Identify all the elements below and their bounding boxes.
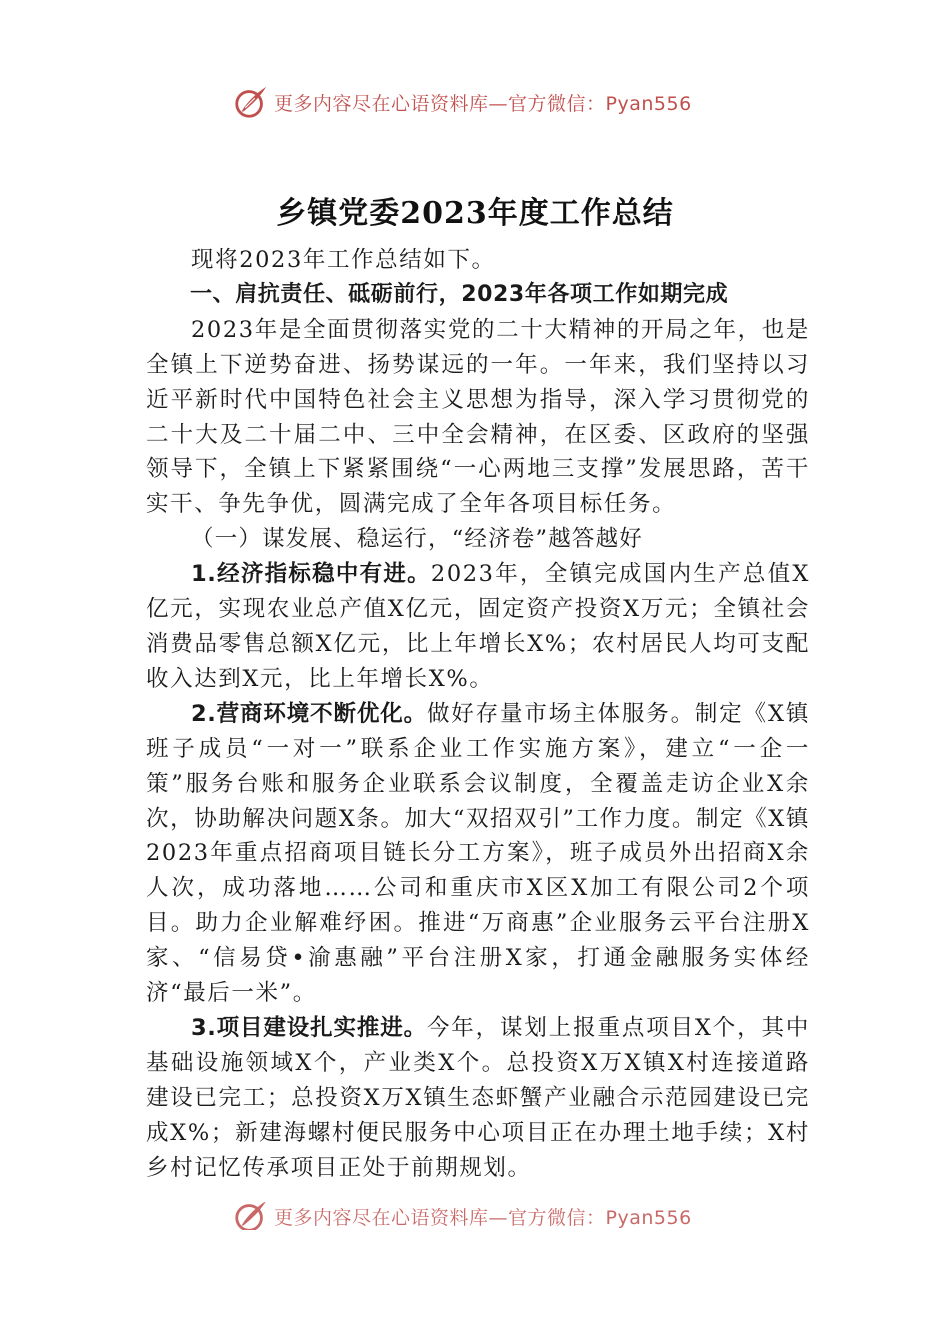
item1-paragraph xyxy=(146,557,810,697)
intro-paragraph: 现将2023年工作总结如下。 xyxy=(191,247,496,273)
watermark-text-bottom: 更多内容尽在心语资料库—官方微信：Pyan556 xyxy=(274,1206,692,1229)
item1-text: 2023年，全镇完成国内生产总值X亿元，实现农业总产值X亿元，固定资产投资X万元；全镇社会消费品零售总额X亿元，比上年增长X%；农村居民人均可支配收入达到X元，比上年增长X%。 xyxy=(146,561,810,692)
watermark-banner-bottom xyxy=(232,1202,692,1230)
document-body xyxy=(146,243,810,1185)
watermark-banner-top xyxy=(232,82,692,122)
item2-lead: 2.营商环境不断优化。 xyxy=(191,700,427,727)
quill-logo-icon xyxy=(232,1202,270,1230)
quill-logo-icon xyxy=(232,83,270,121)
item3-lead: 3.项目建设扎实推进。 xyxy=(191,1014,427,1041)
section1-paragraph: 2023年是全面贯彻落实党的二十大精神的开局之年，也是全镇上下逆势奋进、扬势谋远的一年。一年来，我们坚持以习近平新时代中国特色社会主义思想为指导，深入学习贯彻党的二十大及二十届二中、三中全会精神，在区委、区政府的坚强领导下，全镇上下紧紧围绕“一心两地三支撑”发展思路，苦干实干、争先争优，圆满完成了全年各项目标任务。 xyxy=(146,316,810,518)
item1-lead: 1.经济指标稳中有进。 xyxy=(191,561,431,588)
section1-heading: 一、肩抗责任、砥砺前行，2023年各项工作如期完成 xyxy=(190,281,729,307)
item2-paragraph xyxy=(146,697,810,1011)
subsection1-heading: （一）谋发展、稳运行，“经济卷”越答越好 xyxy=(191,526,644,553)
document-title: 乡镇党委2023年度工作总结 xyxy=(276,196,674,231)
item2-text: 做好存量市场主体服务。制定《X镇班子成员“一对一”联系企业工作实施方案》，建立“一企一策”服务台账和服务企业联系会议制度，全覆盖走访企业X余次，协助解决问题X条。加大“双招双引”工作力度。制定《X镇2023年重点招商项目链长分工方案》，班子成员外出招商X余人次，成功落地……公司和重庆市X区X加工有限公司2个项目。助力企业解难纾困。推进“万商惠”企业服务云平台注册X家、“信易贷•渝惠融”平台注册X家，打通金融服务实体经济“最后一米”。 xyxy=(146,700,810,1007)
item3-text: 今年，谋划上报重点项目X个，其中基础设施领域X个，产业类X个。总投资X万X镇X村连接道路建设已完工；总投资X万X镇生态虾蟹产业融合示范园建设已完成X%；新建海螺村便民服务中心项目正在办理土地手续；X村乡村记忆传承项目正处于前期规划。 xyxy=(146,1014,810,1181)
watermark-text: 更多内容尽在心语资料库—官方微信：Pyan556 xyxy=(274,92,692,115)
item3-paragraph xyxy=(146,1011,810,1186)
